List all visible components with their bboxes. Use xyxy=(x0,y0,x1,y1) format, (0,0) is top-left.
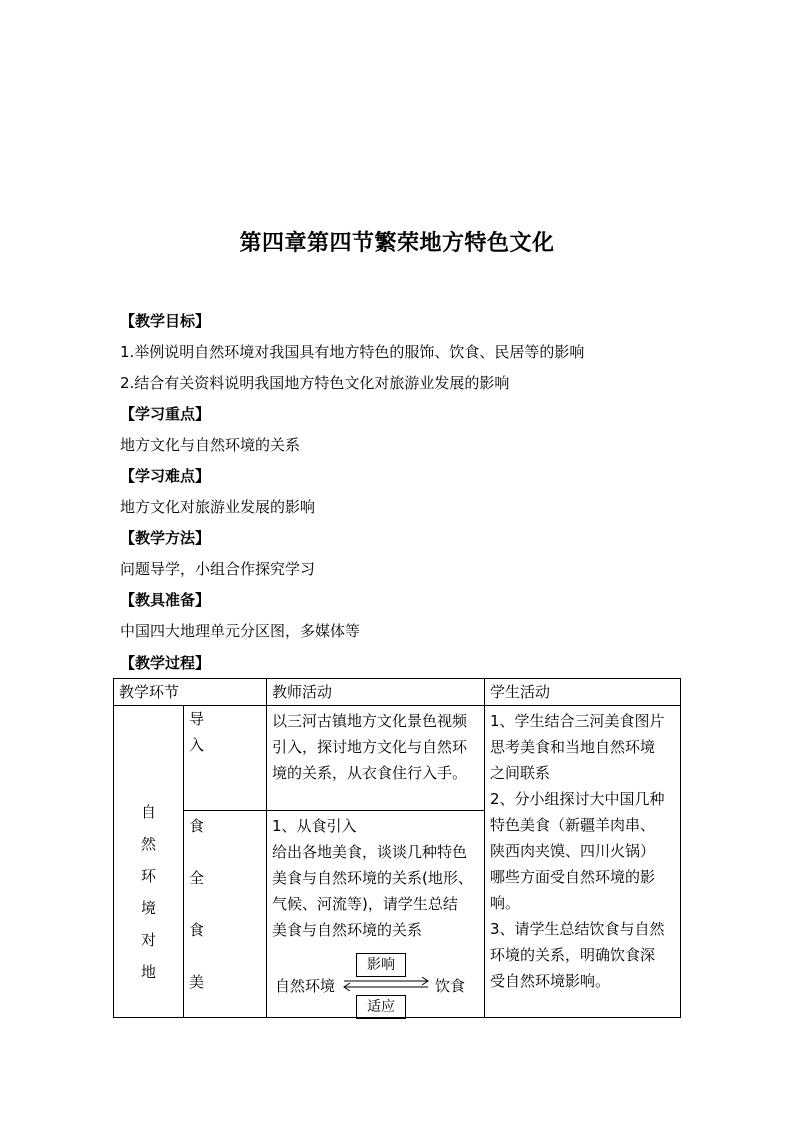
stage-char: 环 xyxy=(140,866,156,885)
stage-char: 地 xyxy=(140,962,156,981)
student-line: 之间联系 xyxy=(490,764,551,782)
food-teacher-line: 美食与自然环境的关系 xyxy=(272,921,423,939)
stage-cell xyxy=(114,706,184,1018)
table-row-intro xyxy=(114,706,681,811)
diagram-nature-label: 自然环境 xyxy=(275,977,336,995)
food-char: 全 xyxy=(189,869,205,887)
student-line: 2、分小组探讨大中国几种 xyxy=(490,790,665,808)
food-char: 食 xyxy=(189,817,205,835)
student-line: 响。 xyxy=(490,894,521,912)
objective-2: 2.结合有关资料说明我国地方特色文化对旅游业发展的影响 xyxy=(120,374,510,392)
method-text: 问题导学，小组合作探究学习 xyxy=(120,560,316,578)
table-header-row xyxy=(114,679,681,706)
relationship-diagram xyxy=(272,947,481,1017)
food-teacher-line: 给出各地美食，谈谈几种特色 xyxy=(272,843,468,861)
food-teacher-line: 气候、河流等)，请学生总结 xyxy=(272,895,458,913)
header-teacher: 教师活动 xyxy=(267,679,485,706)
header-stage: 教学环节 xyxy=(114,679,267,706)
food-char: 美 xyxy=(189,973,205,991)
intro-stage-cell xyxy=(184,706,267,811)
objective-1: 1.举例说明自然环境对我国具有地方特色的服饰、饮食、民居等的影响 xyxy=(120,343,585,361)
food-teacher-line: 美食与自然环境的关系(地形、 xyxy=(272,869,473,887)
intro-teacher-cell: 以三河古镇地方文化景色视频引入，探讨地方文化与自然环境的关系，从衣食住行入手。 xyxy=(267,706,485,811)
teaching-process-table xyxy=(113,678,681,1018)
student-line: 受自然环境影响。 xyxy=(490,972,611,990)
intro-char: 入 xyxy=(189,736,205,754)
student-line: 1、学生结合三河美食图片 xyxy=(490,712,665,730)
diagram-adapt-box: 适应 xyxy=(356,995,406,1019)
intro-char: 导 xyxy=(189,710,205,728)
stage-char: 自 xyxy=(140,802,156,821)
food-teacher-cell xyxy=(267,811,485,1018)
diagram-influence-box: 影响 xyxy=(356,953,406,977)
student-line: 特色美食（新疆羊肉串、 xyxy=(490,816,656,834)
tools-heading: 【教具准备】 xyxy=(120,591,211,609)
objectives-heading: 【教学目标】 xyxy=(120,312,211,330)
key-text: 地方文化与自然环境的关系 xyxy=(120,436,301,454)
food-teacher-line: 1、从食引入 xyxy=(272,817,357,835)
method-heading: 【教学方法】 xyxy=(120,529,211,547)
student-line: 陕西肉夹馍、四川火锅） xyxy=(490,842,656,860)
student-line: 环境的关系，明确饮食深 xyxy=(490,946,656,964)
diagram-arrows xyxy=(342,977,432,991)
student-line: 3、请学生总结饮食与自然 xyxy=(490,920,665,938)
header-student: 学生活动 xyxy=(485,679,681,706)
food-stage-cell xyxy=(184,811,267,1018)
student-line: 思考美食和当地自然环境 xyxy=(490,738,656,756)
stage-char: 然 xyxy=(140,834,156,853)
student-activity-cell xyxy=(485,706,681,1018)
student-line: 哪些方面受自然环境的影 xyxy=(490,868,656,886)
food-char: 食 xyxy=(189,921,205,939)
diagram-diet-label: 饮食 xyxy=(435,977,466,995)
stage-char: 境 xyxy=(140,898,156,917)
process-heading: 【教学过程】 xyxy=(120,654,211,672)
difficulty-text: 地方文化对旅游业发展的影响 xyxy=(120,498,316,516)
page-title: 第四章第四节繁荣地方特色文化 xyxy=(239,231,555,256)
stage-char: 对 xyxy=(140,930,156,949)
difficulty-heading: 【学习难点】 xyxy=(120,467,211,485)
tools-text: 中国四大地理单元分区图，多媒体等 xyxy=(120,622,361,640)
key-heading: 【学习重点】 xyxy=(120,405,211,423)
